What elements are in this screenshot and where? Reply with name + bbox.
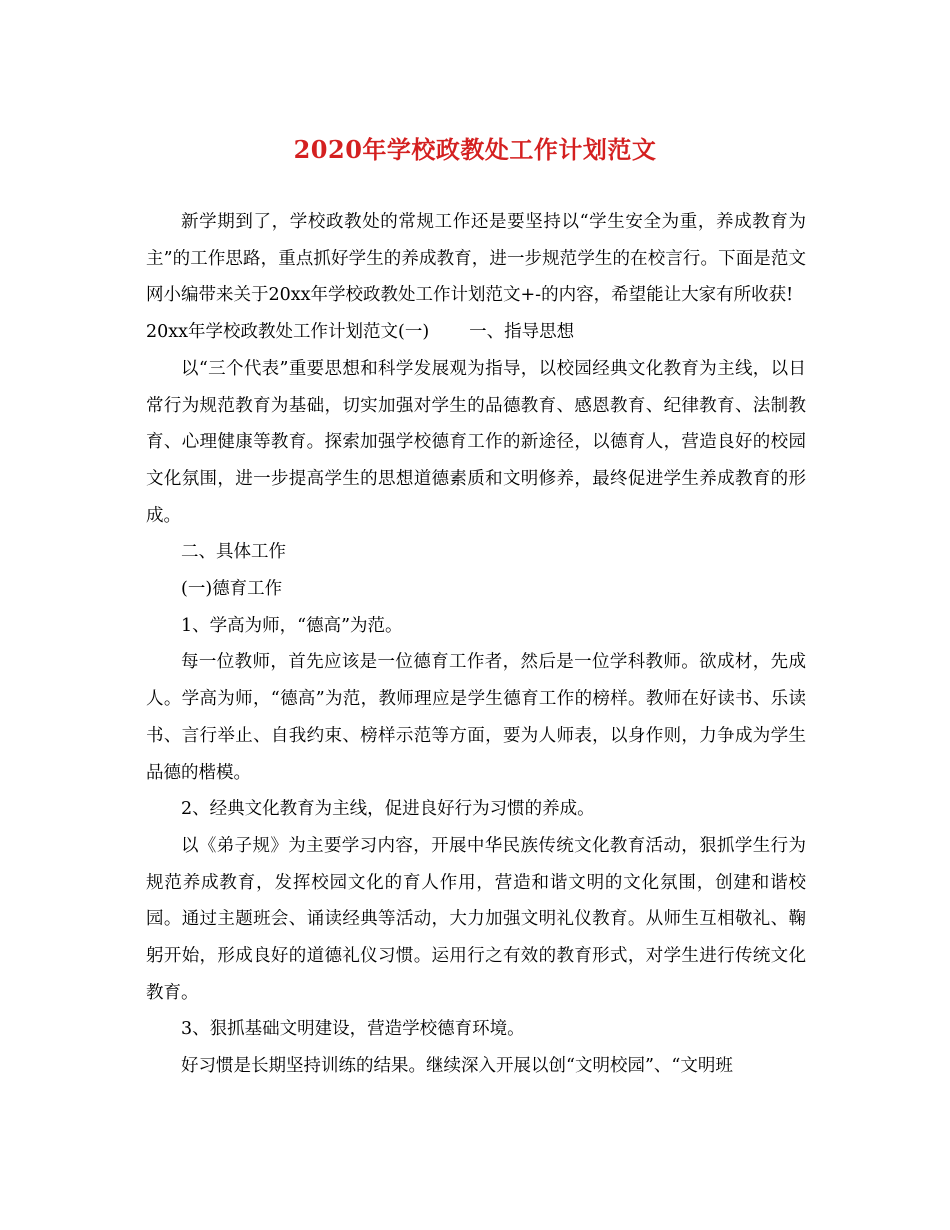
item-3-paragraph: 好习惯是长期坚持训练的结果。继续深入开展以创“文明校园”、“文明班 <box>181 1056 733 1077</box>
item-1-heading: 1、学高为师，“德高”为范。 <box>181 615 403 636</box>
section-heading-line <box>146 314 806 351</box>
plan-heading: 20xx年学校政教处工作计划范文(一) <box>146 322 430 343</box>
document-body <box>146 204 806 1085</box>
item-2-heading: 2、经典文化教育为主线，促进良好行为习惯的养成。 <box>181 799 595 820</box>
guiding-thought-paragraph: 以“三个代表”重要思想和科学发展观为指导，以校园经典文化教育为主线，以日常行为规范教育为基础，切实加强对学生的品德教育、感恩教育、纪律教育、法制教育、心理健康等教育。探索加强学校德育工作的新途径，以德育人，营造良好的校园文化氛围，进一步提高学生的思想道德素质和文明修养，最终促进学生养成教育的形成。 <box>146 358 806 526</box>
intro-paragraph: 新学期到了，学校政教处的常规工作还是要坚持以“学生安全为重，养成教育为主”的工作思路，重点抓好学生的养成教育，进一步规范学生的在校言行。下面是范文网小编带来关于20xx年学校政教处工作计划范文+-的内容，希望能让大家有所收获! <box>146 212 806 306</box>
moral-education-heading: (一)德育工作 <box>181 579 283 600</box>
guiding-thought-heading: 一、指导思想 <box>469 322 575 343</box>
item-1-paragraph: 每一位教师，首先应该是一位德育工作者，然后是一位学科教师。欲成材，先成人。学高为师，“德高”为范，教师理应是学生德育工作的榜样。教师在好读书、乐读书、言行举止、自我约束、榜样示范等方面，要为人师表，以身作则，力争成为学生品德的楷模。 <box>146 652 806 783</box>
item-2-paragraph: 以《弟子规》为主要学习内容，开展中华民族传统文化教育活动，狠抓学生行为规范养成教育，发挥校园文化的育人作用，营造和谐文明的文化氛围，创建和谐校园。通过主题班会、诵读经典等活动，大力加强文明礼仪教育。从师生互相敬礼、鞠躬开始，形成良好的道德礼仪习惯。运用行之有效的教育形式，对学生进行传统文化教育。 <box>146 835 806 1003</box>
item-3-heading: 3、狠抓基础文明建设，营造学校德育环境。 <box>181 1019 525 1040</box>
document-title: 2020年学校政教处工作计划范文 <box>293 135 657 164</box>
specific-work-heading: 二、具体工作 <box>181 542 286 563</box>
